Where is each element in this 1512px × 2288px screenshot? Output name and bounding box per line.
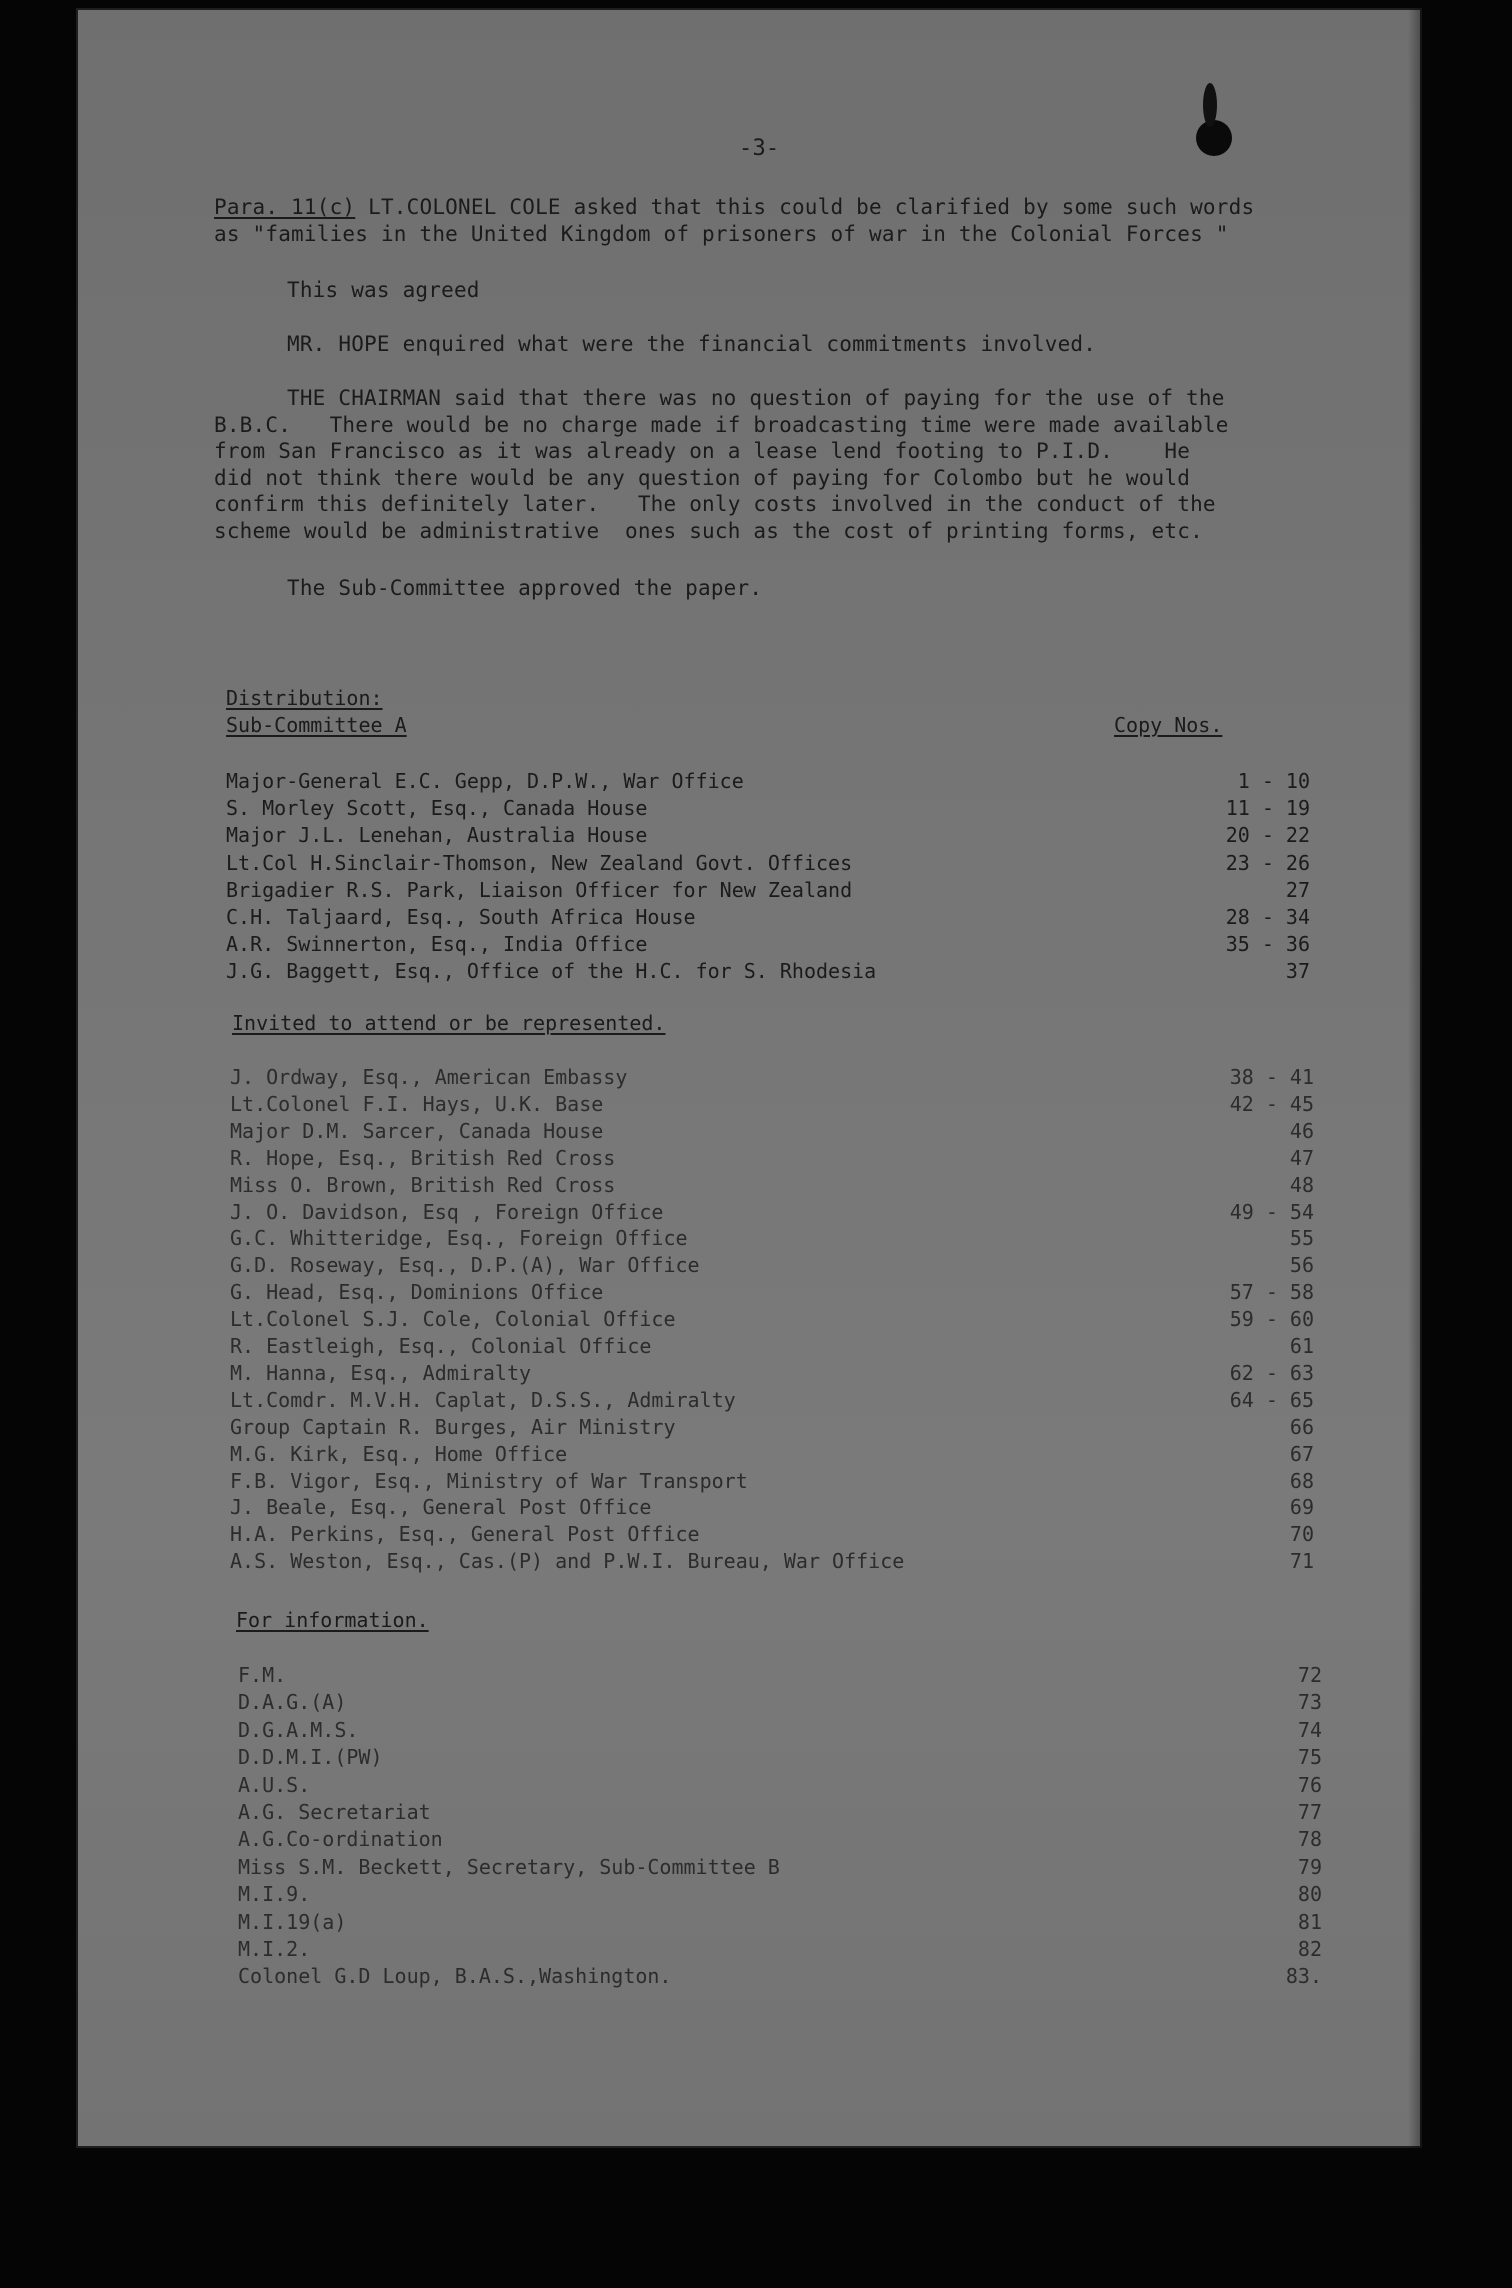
distribution-row — [226, 823, 1326, 849]
distribution-row — [230, 1200, 1330, 1226]
copy-number: 61 — [1289, 1334, 1314, 1358]
recipient-name: J. Beale, Esq., General Post Office — [230, 1495, 652, 1520]
copy-number: 78 — [1297, 1827, 1322, 1852]
recipient-name: R. Hope, Esq., British Red Cross — [230, 1145, 616, 1170]
recipient-name: J. Ordway, Esq., American Embassy — [230, 1065, 628, 1089]
recipient-name: F.B. Vigor, Esq., Ministry of War Transport — [230, 1468, 748, 1493]
chairman-line6: scheme would be administrative ones such as the cost of printing forms, etc. — [214, 519, 1203, 543]
copy-number: 62 - 63 — [1229, 1360, 1314, 1385]
page-number: -3- — [739, 136, 780, 161]
distribution-row — [238, 1827, 1338, 1853]
distribution-row — [226, 878, 1326, 904]
recipient-name: G.D. Roseway, Esq., D.P.(A), War Office — [230, 1253, 700, 1278]
copy-number: 80 — [1297, 1882, 1322, 1907]
chairman-line3: from San Francisco as it was already on a lease lend footing to P.I.D. He — [214, 439, 1191, 463]
sub-committee-heading: Sub-Committee A — [226, 713, 407, 737]
recipient-name: Brigadier R.S. Park, Liaison Officer for New Zealand — [226, 877, 853, 902]
distribution-row — [226, 851, 1326, 877]
distribution-row — [230, 1549, 1330, 1575]
copy-number: 49 - 54 — [1229, 1199, 1314, 1224]
recipient-name: D.D.M.I.(PW) — [238, 1745, 383, 1770]
copy-number: 79 — [1297, 1854, 1322, 1879]
page-edge-shadow — [1408, 8, 1422, 2148]
copy-number: 76 — [1297, 1772, 1322, 1797]
hope-enquiry-line: MR. HOPE enquired what were the financial commitments involved. — [287, 332, 1097, 356]
distribution-row — [226, 905, 1326, 931]
distribution-row — [230, 1388, 1330, 1414]
recipient-name: G. Head, Esq., Dominions Office — [230, 1280, 604, 1305]
para-label: Para. 11(c) — [214, 195, 356, 219]
recipient-name: C.H. Taljaard, Esq., South Africa House — [226, 905, 696, 929]
approval-line: The Sub-Committee approved the paper. — [287, 576, 763, 600]
distribution-row — [230, 1522, 1330, 1548]
recipient-name: M.I.19(a) — [238, 1909, 347, 1934]
distribution-row — [230, 1307, 1330, 1333]
copy-number: 81 — [1297, 1909, 1322, 1934]
copy-number: 55 — [1289, 1226, 1314, 1251]
copy-number: 70 — [1289, 1522, 1314, 1547]
distribution-row — [238, 1855, 1338, 1881]
distribution-row — [238, 1937, 1338, 1963]
distribution-row — [226, 959, 1326, 985]
copy-number: 71 — [1289, 1549, 1314, 1574]
copy-number: 75 — [1297, 1745, 1322, 1770]
copy-number: 23 - 26 — [1225, 850, 1310, 875]
recipient-name: A.S. Weston, Esq., Cas.(P) and P.W.I. Bureau, War Office — [230, 1549, 905, 1574]
para-11c-line1 — [214, 195, 1254, 219]
copy-number: 66 — [1289, 1414, 1314, 1439]
chairman-line2: B.B.C. There would be no charge made if broadcasting time were made available — [214, 413, 1229, 437]
recipient-name: Group Captain R. Burges, Air Ministry — [230, 1414, 676, 1439]
distribution-row — [230, 1334, 1330, 1360]
recipient-name: Major J.L. Lenehan, Australia House — [226, 823, 648, 848]
copy-number: 67 — [1289, 1441, 1314, 1466]
chairman-line4: did not think there would be any question of paying for Colombo but he would — [214, 466, 1191, 490]
distribution-row — [238, 1745, 1338, 1771]
distribution-row — [226, 932, 1326, 958]
copy-number: 35 - 36 — [1225, 932, 1310, 957]
copy-number: 47 — [1289, 1145, 1314, 1170]
para-11c-text1: LT.COLONEL COLE asked that this could be clarified by some such words — [355, 195, 1255, 219]
document-page — [76, 8, 1422, 2148]
copy-number: 82 — [1297, 1937, 1322, 1961]
copy-number: 72 — [1297, 1663, 1322, 1687]
recipient-name: G.C. Whitteridge, Esq., Foreign Office — [230, 1226, 688, 1251]
recipient-name: M.I.9. — [238, 1882, 311, 1907]
distribution-row — [226, 796, 1326, 822]
information-heading: For information. — [236, 1608, 429, 1632]
recipient-name: Major-General E.C. Gepp, D.P.W., War Office — [226, 769, 744, 793]
distribution-row — [230, 1415, 1330, 1441]
distribution-row — [230, 1469, 1330, 1495]
distribution-row — [238, 1663, 1338, 1689]
recipient-name: Lt.Col H.Sinclair-Thomson, New Zealand Govt. Offices — [226, 850, 853, 875]
distribution-row — [238, 1964, 1338, 1990]
copy-number: 59 - 60 — [1229, 1307, 1314, 1332]
recipient-name: Lt.Colonel F.I. Hays, U.K. Base — [230, 1091, 604, 1116]
copy-number: 48 — [1289, 1172, 1314, 1197]
distribution-row — [238, 1773, 1338, 1799]
recipient-name: F.M. — [238, 1663, 287, 1687]
recipient-name: Major D.M. Sarcer, Canada House — [230, 1118, 604, 1143]
recipient-name: A.R. Swinnerton, Esq., India Office — [226, 932, 648, 957]
distribution-row — [230, 1173, 1330, 1199]
recipient-name: M.I.2. — [238, 1937, 311, 1961]
recipient-name: J. O. Davidson, Esq , Foreign Office — [230, 1199, 664, 1224]
recipient-name: R. Eastleigh, Esq., Colonial Office — [230, 1334, 652, 1358]
copy-number: 56 — [1289, 1253, 1314, 1278]
copy-number: 38 - 41 — [1229, 1065, 1314, 1089]
recipient-name: D.G.A.M.S. — [238, 1717, 359, 1742]
recipient-name: Lt.Comdr. M.V.H. Caplat, D.S.S., Admiralty — [230, 1387, 736, 1412]
recipient-name: J.G. Baggett, Esq., Office of the H.C. for S. Rhodesia — [226, 959, 877, 984]
distribution-row — [238, 1718, 1338, 1744]
recipient-name: A.G.Co-ordination — [238, 1827, 443, 1852]
recipient-name: Miss O. Brown, British Red Cross — [230, 1172, 616, 1197]
recipient-name: A.U.S. — [238, 1772, 311, 1797]
recipient-name: M. Hanna, Esq., Admiralty — [230, 1360, 532, 1385]
copy-number: 46 — [1289, 1118, 1314, 1143]
distribution-row — [230, 1226, 1330, 1252]
para-11c-line2: as "families in the United Kingdom of prisoners of war in the Colonial Forces " — [214, 222, 1229, 246]
distribution-row — [230, 1065, 1330, 1091]
agreed-line: This was agreed — [287, 278, 480, 302]
distribution-row — [226, 769, 1326, 795]
chairman-line1: THE CHAIRMAN said that there was no question of paying for the use of the — [287, 386, 1225, 410]
recipient-name: Colonel G.D Loup, B.A.S.,Washington. — [238, 1964, 672, 1989]
recipient-name: S. Morley Scott, Esq., Canada House — [226, 796, 648, 821]
distribution-row — [238, 1690, 1338, 1716]
copy-number: 37 — [1285, 959, 1310, 984]
copy-number: 28 - 34 — [1225, 905, 1310, 929]
distribution-row — [230, 1495, 1330, 1521]
copy-number: 77 — [1297, 1800, 1322, 1824]
copy-number: 42 - 45 — [1229, 1091, 1314, 1116]
distribution-row — [230, 1146, 1330, 1172]
distribution-row — [230, 1253, 1330, 1279]
copy-number: 57 - 58 — [1229, 1280, 1314, 1305]
distribution-title: Distribution: — [226, 686, 383, 710]
recipient-name: H.A. Perkins, Esq., General Post Office — [230, 1522, 700, 1547]
recipient-name: Miss S.M. Beckett, Secretary, Sub-Committee B — [238, 1854, 780, 1879]
copy-number: 68 — [1289, 1468, 1314, 1493]
distribution-row — [230, 1092, 1330, 1118]
distribution-row — [230, 1361, 1330, 1387]
distribution-row — [230, 1442, 1330, 1468]
distribution-row — [238, 1910, 1338, 1936]
recipient-name: A.G. Secretariat — [238, 1800, 431, 1824]
distribution-row — [238, 1800, 1338, 1826]
copy-number: 74 — [1297, 1717, 1322, 1742]
distribution-row — [230, 1119, 1330, 1145]
copy-nos-header: Copy Nos. — [1114, 713, 1223, 737]
distribution-row — [238, 1882, 1338, 1908]
copy-number: 11 - 19 — [1225, 796, 1310, 821]
distribution-row — [230, 1280, 1330, 1306]
copy-number: 20 - 22 — [1225, 823, 1310, 848]
copy-number: 83. — [1285, 1964, 1322, 1989]
copy-number: 1 - 10 — [1237, 769, 1310, 793]
recipient-name: Lt.Colonel S.J. Cole, Colonial Office — [230, 1307, 676, 1332]
recipient-name: M.G. Kirk, Esq., Home Office — [230, 1441, 568, 1466]
ink-blot-mark — [1192, 70, 1252, 160]
copy-number: 73 — [1297, 1690, 1322, 1715]
recipient-name: D.A.G.(A) — [238, 1690, 347, 1715]
copy-number: 64 - 65 — [1229, 1387, 1314, 1412]
invited-heading: Invited to attend or be represented. — [232, 1011, 666, 1035]
chairman-line5: confirm this definitely later. The only costs involved in the conduct of the — [214, 492, 1216, 516]
copy-number: 27 — [1285, 877, 1310, 902]
copy-number: 69 — [1289, 1495, 1314, 1520]
